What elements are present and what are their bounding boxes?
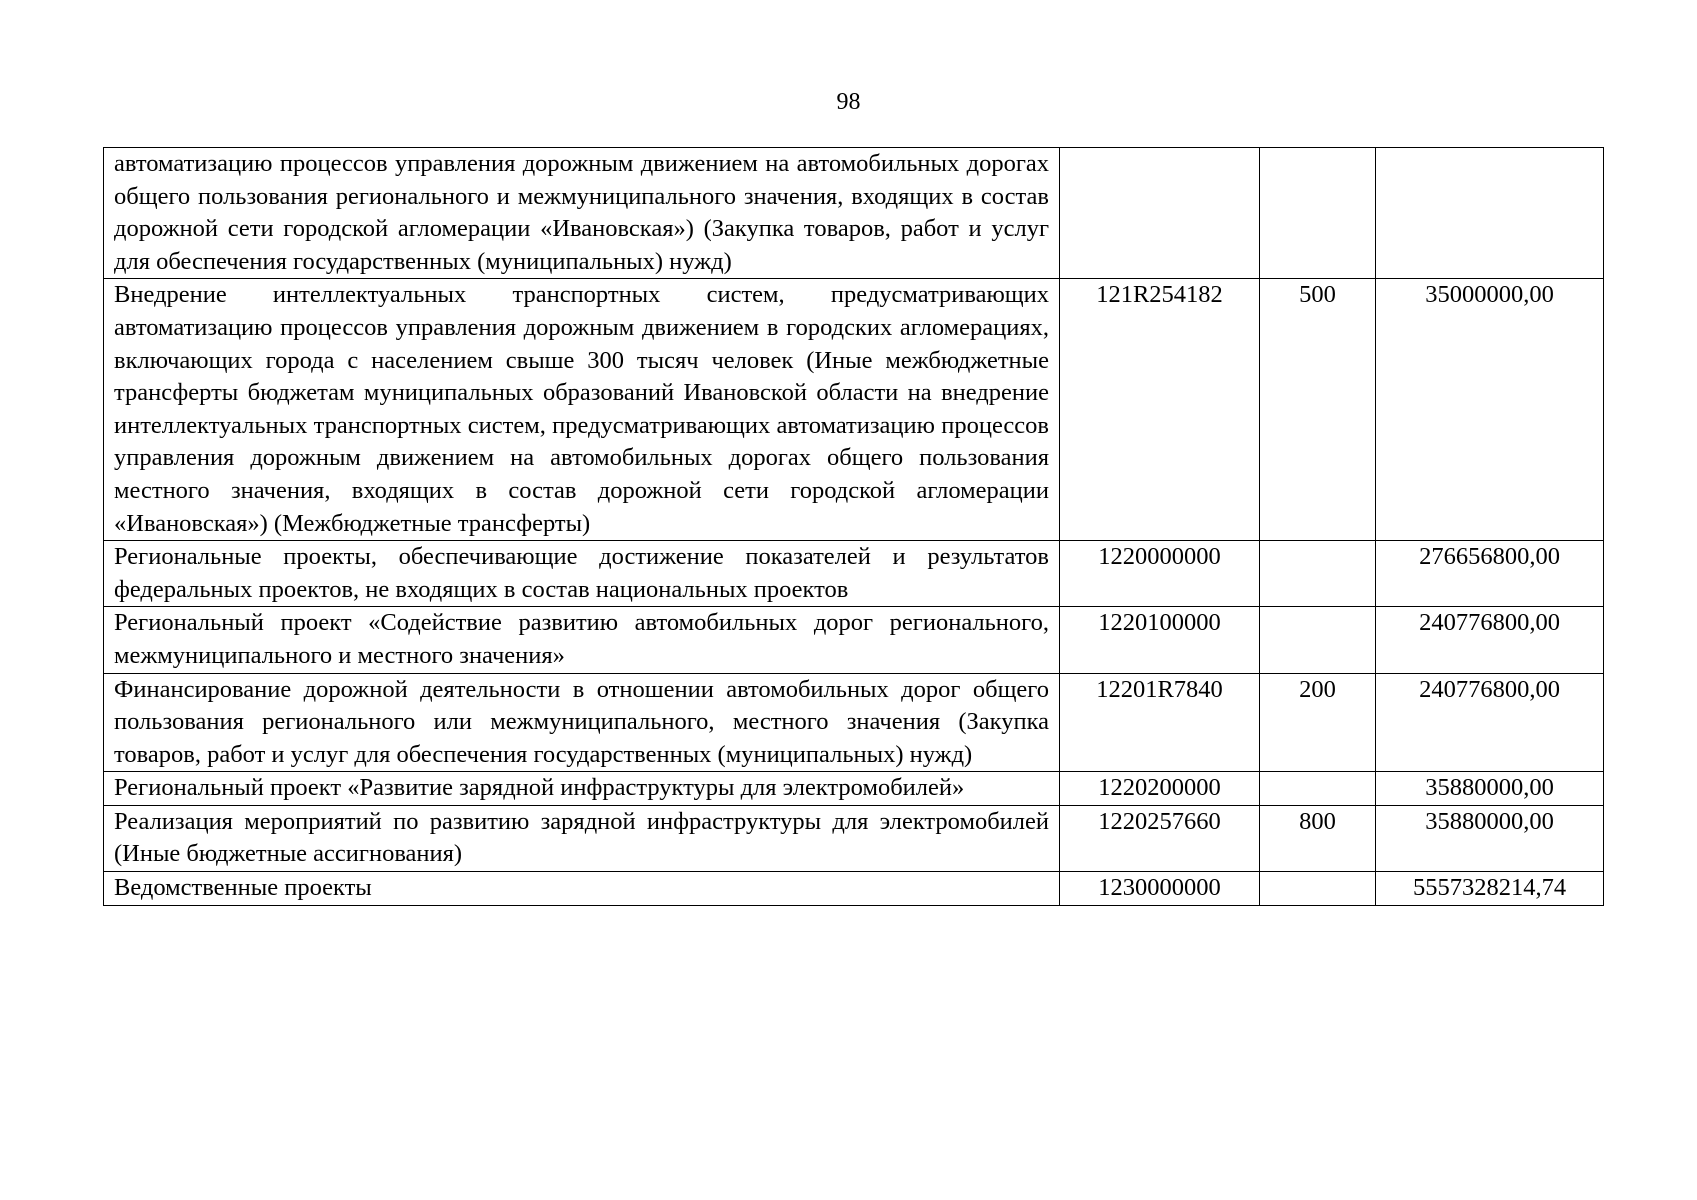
expense-type: 500 [1260,279,1376,541]
item-name: Региональный проект «Содействие развитию автомобильных дорог регионального, межмуниципального и местного значения» [104,607,1060,673]
target-code: 1220257660 [1060,805,1260,871]
table-row [104,148,1604,279]
expense-type [1260,148,1376,279]
expense-type: 200 [1260,673,1376,772]
table-row [104,872,1604,906]
table-row [104,673,1604,772]
amount: 35880000,00 [1376,772,1604,806]
target-code: 1220200000 [1060,772,1260,806]
budget-table [103,147,1604,906]
item-name: Реализация мероприятий по развитию зарядной инфраструктуры для электромобилей (Иные бюджетные ассигнования) [104,805,1060,871]
item-name: Региональный проект «Развитие зарядной инфраструктуры для электромобилей» [104,772,1060,806]
expense-type [1260,607,1376,673]
page-number: 98 [836,89,861,115]
amount: 35880000,00 [1376,805,1604,871]
table-row [104,279,1604,541]
expense-type [1260,872,1376,906]
target-code: 12201R7840 [1060,673,1260,772]
target-code: 1220000000 [1060,541,1260,607]
amount: 5557328214,74 [1376,872,1604,906]
expense-type: 800 [1260,805,1376,871]
table-row [104,805,1604,871]
amount: 35000000,00 [1376,279,1604,541]
table-row [104,541,1604,607]
expense-type [1260,541,1376,607]
item-name: автоматизацию процессов управления дорожным движением на автомобильных дорогах общего пользования регионального и межмуниципального значения, входящих в состав дорожной сети городской агломерации «Ивановская») (Закупка товаров, работ и услуг для обеспечения государственных (муниципальных) нужд) [104,148,1060,279]
table-row [104,607,1604,673]
target-code [1060,148,1260,279]
target-code: 121R254182 [1060,279,1260,541]
target-code: 1220100000 [1060,607,1260,673]
amount [1376,148,1604,279]
amount: 276656800,00 [1376,541,1604,607]
item-name: Внедрение интеллектуальных транспортных систем, предусматривающих автоматизацию процессов управления дорожным движением в городских агломерациях, включающих города с населением свыше 300 тысяч человек (Иные межбюджетные трансферты бюджетам муниципальных образований Ивановской области на внедрение интеллектуальных транспортных систем, предусматривающих автоматизацию процессов управления дорожным движением на автомобильных дорогах общего пользования местного значения, входящих в состав дорожной сети городской агломерации «Ивановская») (Межбюджетные трансферты) [104,279,1060,541]
amount: 240776800,00 [1376,673,1604,772]
expense-type [1260,772,1376,806]
amount: 240776800,00 [1376,607,1604,673]
item-name: Финансирование дорожной деятельности в отношении автомобильных дорог общего пользования регионального или межмуниципального, местного значения (Закупка товаров, работ и услуг для обеспечения государственных (муниципальных) нужд) [104,673,1060,772]
table-row [104,772,1604,806]
item-name: Ведомственные проекты [104,872,1060,906]
item-name: Региональные проекты, обеспечивающие достижение показателей и результатов федеральных проектов, не входящих в состав национальных проектов [104,541,1060,607]
target-code: 1230000000 [1060,872,1260,906]
